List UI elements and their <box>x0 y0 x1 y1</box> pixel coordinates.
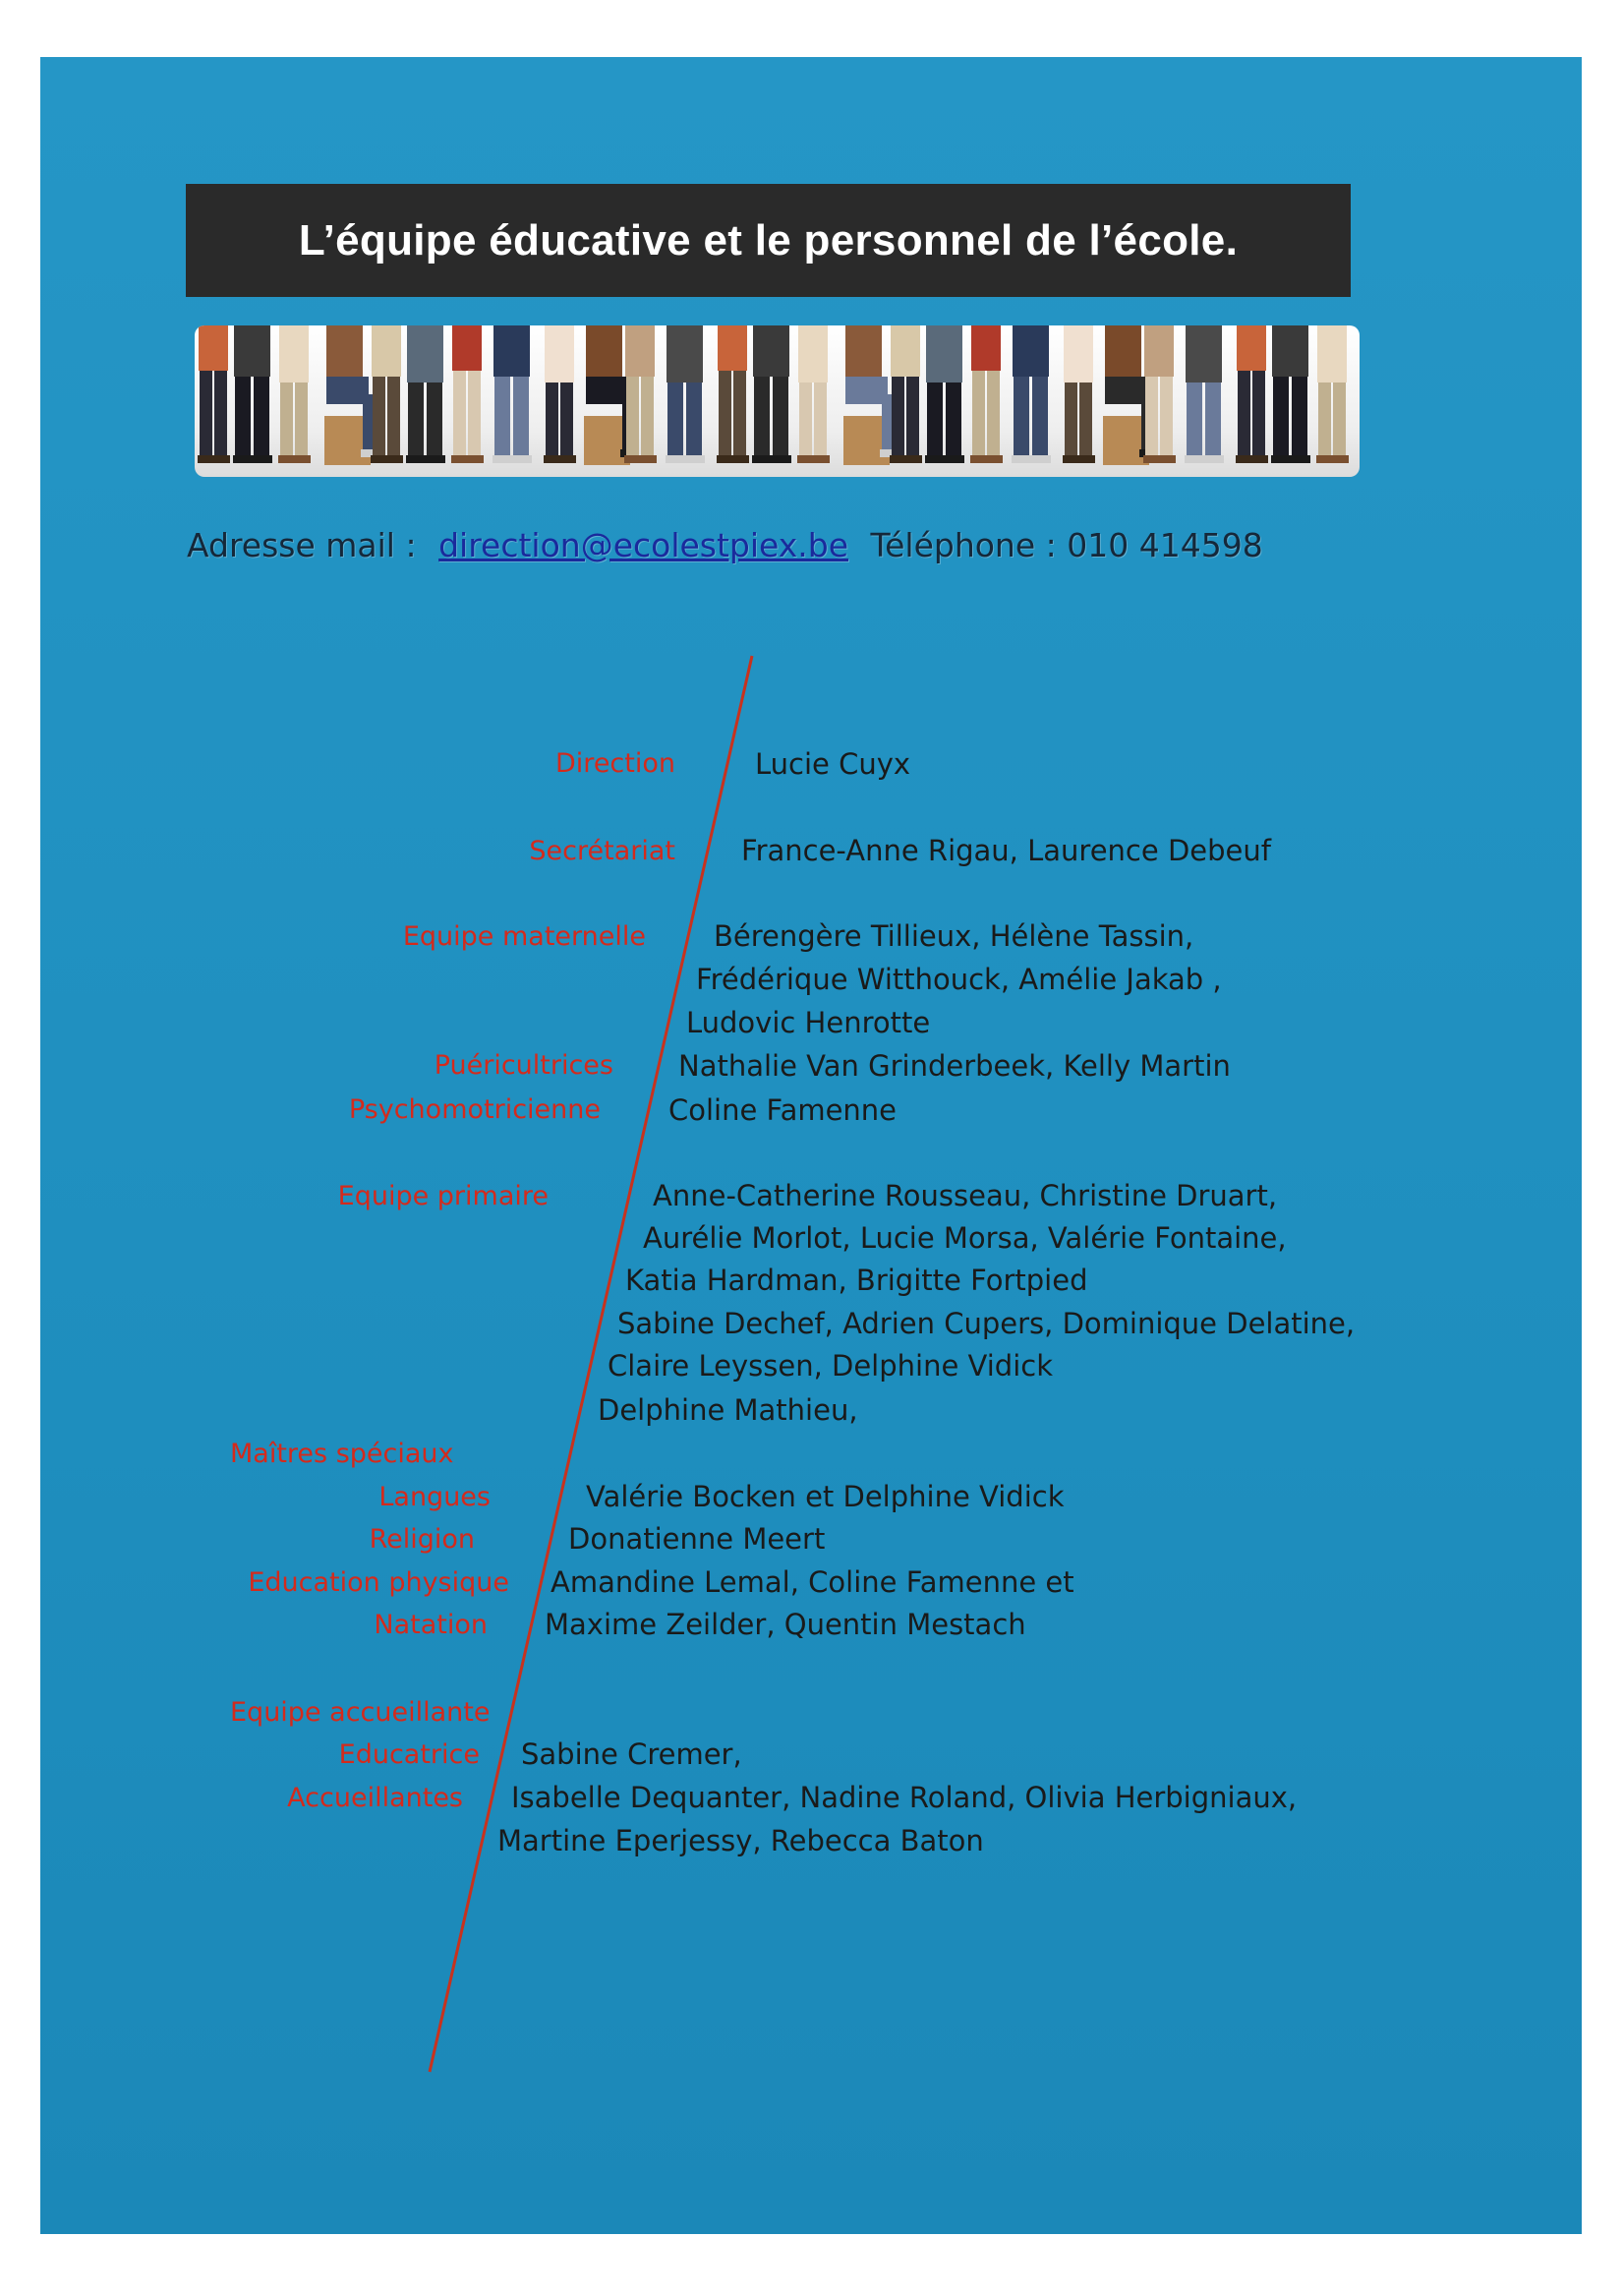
names-maternelle-line1: Bérengère Tillieux, Hélène Tassin, <box>714 919 1194 953</box>
role-education-physique: Education physique <box>248 1567 509 1598</box>
role-equipe-accueillante: Equipe accueillante <box>230 1697 491 1728</box>
role-langues: Langues <box>378 1482 491 1512</box>
names-direction: Lucie Cuyx <box>755 747 911 781</box>
names-langues: Valérie Bocken et Delphine Vidick <box>586 1480 1065 1513</box>
role-educatrice: Educatrice <box>338 1739 480 1770</box>
names-primaire-line6: Delphine Mathieu, <box>598 1393 858 1427</box>
names-primaire-line3: Katia Hardman, Brigitte Fortpied <box>625 1264 1088 1297</box>
role-accueillantes: Accueillantes <box>287 1783 463 1813</box>
names-educatrice: Sabine Cremer, <box>521 1737 742 1771</box>
names-natation: Maxime Zeilder, Quentin Mestach <box>545 1608 1026 1641</box>
phone-label: Téléphone : <box>870 526 1057 564</box>
page-title: L’équipe éducative et le personnel de l’école. <box>298 215 1239 265</box>
names-education-physique: Amandine Lemal, Coline Famenne et <box>551 1565 1074 1599</box>
names-primaire-line5: Claire Leyssen, Delphine Vidick <box>608 1349 1053 1383</box>
names-puericultrices: Nathalie Van Grinderbeek, Kelly Martin <box>678 1049 1231 1083</box>
names-secretariat: France-Anne Rigau, Laurence Debeuf <box>741 834 1271 867</box>
role-equipe-primaire: Equipe primaire <box>337 1181 549 1211</box>
names-religion: Donatienne Meert <box>568 1522 826 1556</box>
role-maitres-speciaux: Maîtres spéciaux <box>230 1439 454 1469</box>
names-psychomotricienne: Coline Famenne <box>668 1093 898 1127</box>
names-primaire-line2: Aurélie Morlot, Lucie Morsa, Valérie Fontaine, <box>643 1221 1287 1255</box>
role-psychomotricienne: Psychomotricienne <box>348 1094 601 1125</box>
email-link[interactable]: direction@ecolestpiex.be <box>438 526 849 564</box>
names-maternelle-line3: Ludovic Henrotte <box>686 1006 931 1039</box>
phone-number: 010 414598 <box>1067 526 1263 564</box>
email-label: Adresse mail : <box>187 526 417 564</box>
role-equipe-maternelle: Equipe maternelle <box>402 921 646 952</box>
names-maternelle-line2: Frédérique Witthouck, Amélie Jakab , <box>696 963 1222 996</box>
role-religion: Religion <box>369 1524 475 1555</box>
role-puericultrices: Puéricultrices <box>434 1050 613 1081</box>
role-secretariat: Secrétariat <box>529 836 675 866</box>
role-direction: Direction <box>555 748 675 779</box>
role-natation: Natation <box>374 1610 488 1640</box>
names-accueillantes-line1: Isabelle Dequanter, Nadine Roland, Olivia Herbigniaux, <box>511 1781 1298 1814</box>
names-accueillantes-line2: Martine Eperjessy, Rebecca Baton <box>497 1824 984 1857</box>
names-primaire-line4: Sabine Dechef, Adrien Cupers, Dominique Delatine, <box>617 1307 1356 1340</box>
names-primaire-line1: Anne-Catherine Rousseau, Christine Druart, <box>653 1179 1278 1212</box>
